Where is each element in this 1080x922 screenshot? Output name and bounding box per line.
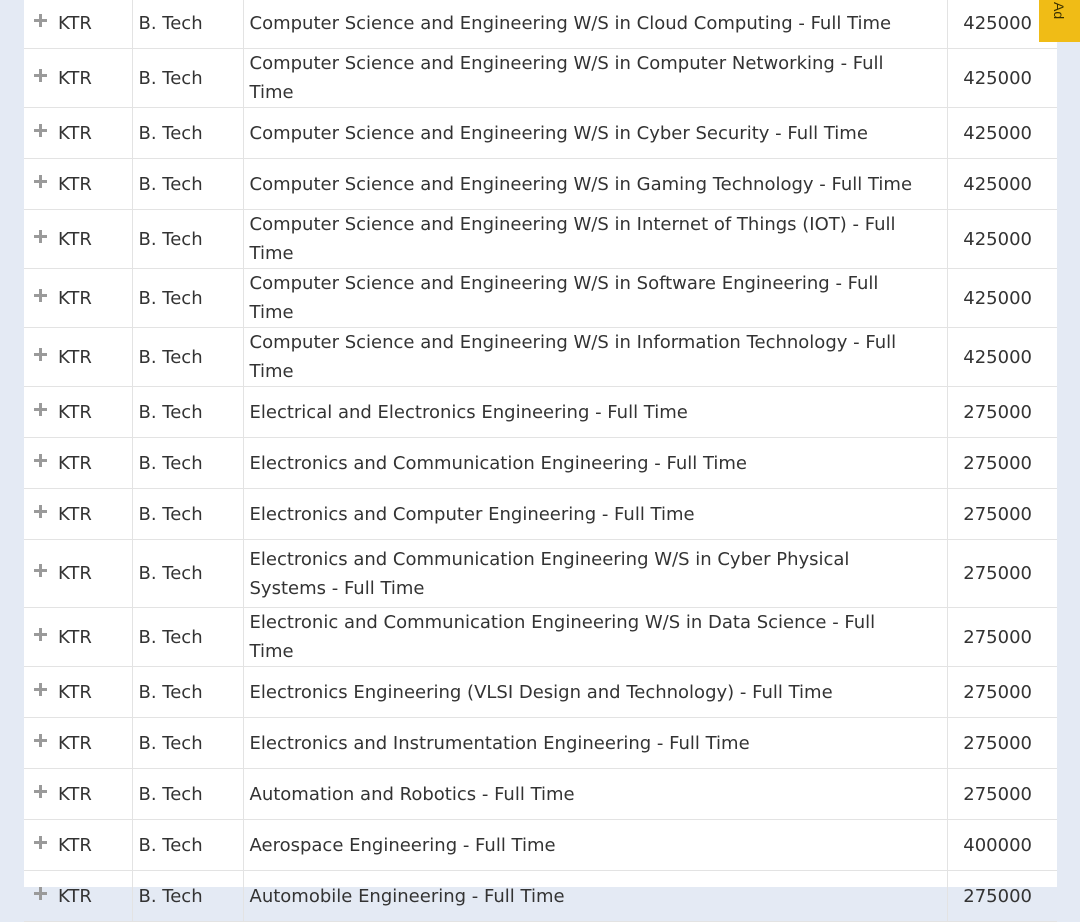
- degree-cell: B. Tech: [132, 489, 243, 540]
- plus-icon[interactable]: [34, 175, 47, 188]
- degree-cell: B. Tech: [132, 328, 243, 387]
- campus-cell: [24, 608, 132, 667]
- campus-cell: [24, 108, 132, 159]
- ad-tab[interactable]: [1039, 0, 1080, 42]
- fee-cell: 275000: [947, 871, 1057, 922]
- plus-icon[interactable]: [34, 836, 47, 849]
- program-cell: Electronics Engineering (VLSI Design and Technology) - Full Time: [243, 667, 947, 718]
- table-row: [24, 438, 1057, 489]
- table-row: [24, 871, 1057, 922]
- campus-cell: [24, 489, 132, 540]
- program-cell: Electronics and Computer Engineering - Full Time: [243, 489, 947, 540]
- degree-cell: B. Tech: [132, 269, 243, 328]
- table-row: [24, 108, 1057, 159]
- campus-label: KTR: [58, 401, 92, 423]
- table-row: [24, 210, 1057, 269]
- degree-cell: B. Tech: [132, 871, 243, 922]
- program-cell: Electronics and Instrumentation Engineering - Full Time: [243, 718, 947, 769]
- fee-cell: 425000: [947, 159, 1057, 210]
- campus-label: KTR: [58, 12, 92, 34]
- plus-icon[interactable]: [34, 454, 47, 467]
- campus-cell: [24, 159, 132, 210]
- campus-label: KTR: [58, 885, 92, 907]
- plus-icon[interactable]: [34, 348, 47, 361]
- plus-icon[interactable]: [34, 230, 47, 243]
- plus-icon[interactable]: [34, 887, 47, 900]
- program-cell: Computer Science and Engineering W/S in Internet of Things (IOT) - Full Time: [243, 210, 947, 269]
- campus-label: KTR: [58, 452, 92, 474]
- fee-cell: 400000: [947, 820, 1057, 871]
- fee-cell: 275000: [947, 608, 1057, 667]
- plus-icon[interactable]: [34, 289, 47, 302]
- fee-cell: 275000: [947, 769, 1057, 820]
- campus-cell: [24, 871, 132, 922]
- degree-cell: B. Tech: [132, 667, 243, 718]
- campus-label: KTR: [58, 346, 92, 368]
- program-cell: Computer Science and Engineering W/S in Gaming Technology - Full Time: [243, 159, 947, 210]
- campus-label: KTR: [58, 732, 92, 754]
- program-cell: Computer Science and Engineering W/S in Cloud Computing - Full Time: [243, 0, 947, 49]
- table-row: [24, 269, 1057, 328]
- program-cell: Aerospace Engineering - Full Time: [243, 820, 947, 871]
- plus-icon[interactable]: [34, 403, 47, 416]
- campus-label: KTR: [58, 228, 92, 250]
- program-cell: Automation and Robotics - Full Time: [243, 769, 947, 820]
- program-cell: Computer Science and Engineering W/S in Cyber Security - Full Time: [243, 108, 947, 159]
- fee-cell: 425000: [947, 269, 1057, 328]
- degree-cell: B. Tech: [132, 210, 243, 269]
- plus-icon[interactable]: [34, 69, 47, 82]
- program-cell: Electronics and Communication Engineering - Full Time: [243, 438, 947, 489]
- table-row: [24, 49, 1057, 108]
- plus-icon[interactable]: [34, 734, 47, 747]
- degree-cell: B. Tech: [132, 0, 243, 49]
- table-row: [24, 159, 1057, 210]
- campus-cell: [24, 718, 132, 769]
- campus-cell: [24, 49, 132, 108]
- plus-icon[interactable]: [34, 628, 47, 641]
- program-cell: Electronics and Communication Engineering W/S in Cyber Physical Systems - Full Time: [243, 540, 947, 608]
- campus-label: KTR: [58, 681, 92, 703]
- campus-cell: [24, 387, 132, 438]
- fee-table-panel: [24, 0, 1057, 907]
- campus-label: KTR: [58, 783, 92, 805]
- campus-label: KTR: [58, 173, 92, 195]
- plus-icon[interactable]: [34, 683, 47, 696]
- fee-table: [24, 0, 1057, 922]
- campus-label: KTR: [58, 563, 92, 584]
- degree-cell: B. Tech: [132, 438, 243, 489]
- campus-label: KTR: [58, 503, 92, 525]
- program-cell: Computer Science and Engineering W/S in Software Engineering - Full Time: [243, 269, 947, 328]
- plus-icon[interactable]: [34, 785, 47, 798]
- plus-icon[interactable]: [34, 14, 47, 27]
- table-row: [24, 387, 1057, 438]
- fee-cell: 275000: [947, 489, 1057, 540]
- degree-cell: B. Tech: [132, 49, 243, 108]
- fee-cell: 275000: [947, 438, 1057, 489]
- table-row: [24, 608, 1057, 667]
- degree-cell: B. Tech: [132, 718, 243, 769]
- fee-cell: 425000: [947, 0, 1057, 49]
- table-row: [24, 328, 1057, 387]
- table-row: [24, 667, 1057, 718]
- degree-cell: B. Tech: [132, 108, 243, 159]
- campus-label: KTR: [58, 287, 92, 309]
- table-row: [24, 820, 1057, 871]
- degree-cell: B. Tech: [132, 608, 243, 667]
- degree-cell: B. Tech: [132, 387, 243, 438]
- plus-icon[interactable]: [34, 564, 47, 577]
- fee-cell: 275000: [947, 387, 1057, 438]
- campus-label: KTR: [58, 626, 92, 648]
- fee-cell: 275000: [947, 667, 1057, 718]
- campus-label: KTR: [58, 67, 92, 89]
- table-row: [24, 718, 1057, 769]
- campus-cell: [24, 820, 132, 871]
- degree-cell: B. Tech: [132, 820, 243, 871]
- campus-cell: [24, 328, 132, 387]
- table-row: [24, 0, 1057, 49]
- campus-cell: [24, 540, 132, 608]
- fee-cell: 275000: [947, 540, 1057, 608]
- program-cell: Computer Science and Engineering W/S in Computer Networking - Full Time: [243, 49, 947, 108]
- fee-cell: 275000: [947, 718, 1057, 769]
- plus-icon[interactable]: [34, 505, 47, 518]
- program-cell: Electronic and Communication Engineering W/S in Data Science - Full Time: [243, 608, 947, 667]
- campus-cell: [24, 269, 132, 328]
- table-row: [24, 769, 1057, 820]
- campus-label: KTR: [58, 122, 92, 144]
- campus-cell: [24, 210, 132, 269]
- campus-cell: [24, 667, 132, 718]
- program-cell: Automobile Engineering - Full Time: [243, 871, 947, 922]
- fee-cell: 425000: [947, 108, 1057, 159]
- fee-cell: 425000: [947, 210, 1057, 269]
- plus-icon[interactable]: [34, 124, 47, 137]
- program-cell: Electrical and Electronics Engineering - Full Time: [243, 387, 947, 438]
- table-row: [24, 489, 1057, 540]
- ad-tab-label: Ad: [1051, 2, 1067, 20]
- campus-cell: [24, 438, 132, 489]
- degree-cell: B. Tech: [132, 159, 243, 210]
- fee-cell: 425000: [947, 49, 1057, 108]
- fee-cell: 425000: [947, 328, 1057, 387]
- degree-cell: B. Tech: [132, 769, 243, 820]
- campus-cell: [24, 0, 132, 49]
- table-row: [24, 540, 1057, 608]
- degree-cell: B. Tech: [132, 540, 243, 608]
- campus-label: KTR: [58, 834, 92, 856]
- program-cell: Computer Science and Engineering W/S in Information Technology - Full Time: [243, 328, 947, 387]
- campus-cell: [24, 769, 132, 820]
